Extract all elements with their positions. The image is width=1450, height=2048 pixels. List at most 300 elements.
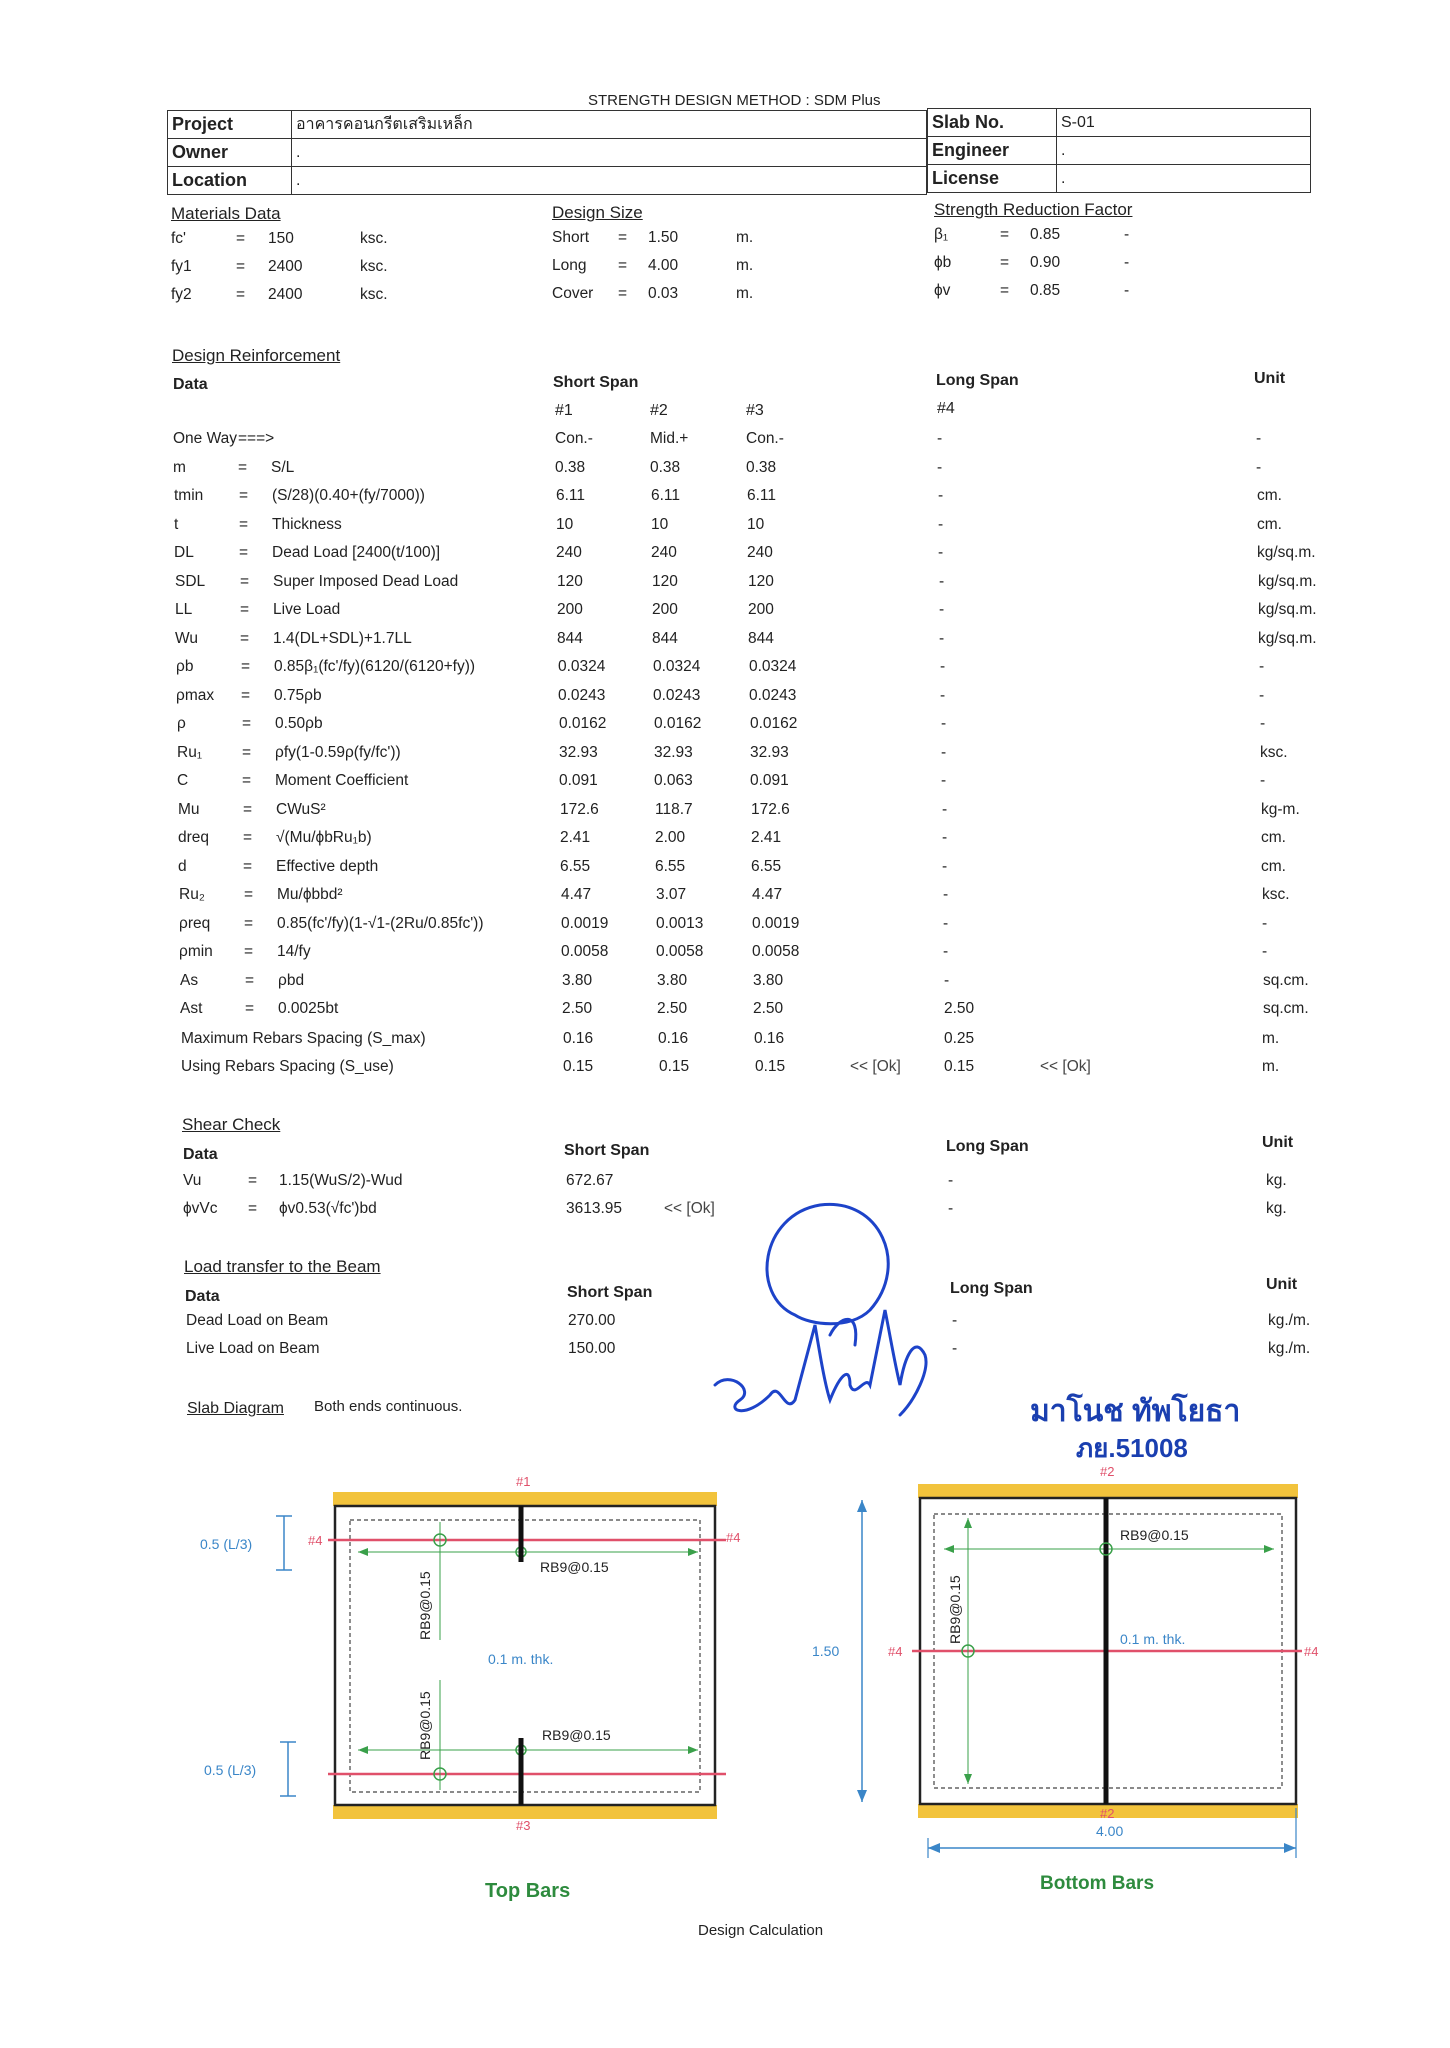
load-data-label: Data bbox=[185, 1288, 220, 1305]
suse-c2: 0.15 bbox=[659, 1058, 690, 1075]
reinf-unit: cm. bbox=[1261, 829, 1286, 846]
design-size-val: 4.00 bbox=[648, 257, 679, 274]
reinf-eq: = bbox=[244, 943, 254, 960]
reinf-c1: 6.11 bbox=[556, 487, 586, 504]
reinf-c4: - bbox=[938, 515, 944, 533]
reinf-desc: 0.85β₁(fc'/fy)(6120/(6120+fy)) bbox=[274, 658, 476, 675]
reinf-eq: = bbox=[245, 971, 255, 989]
reinf-unit: - bbox=[1262, 914, 1268, 932]
reinf-sym: Mu bbox=[178, 800, 200, 818]
shear-data-label: Data bbox=[183, 1146, 218, 1163]
reinf-c2: 0.0058 bbox=[656, 943, 704, 960]
reinf-c1: 2.50 bbox=[562, 1000, 593, 1017]
materials-val: 2400 bbox=[268, 286, 303, 303]
design-size-unit: m. bbox=[736, 285, 754, 302]
slab-diagram-note: Both ends continuous. bbox=[314, 1398, 463, 1415]
reinf-sym: LL bbox=[175, 601, 193, 618]
reinf-c3: 6.11 bbox=[747, 487, 777, 504]
reinf-c2: 2.50 bbox=[657, 1000, 688, 1017]
load-unit: kg./m. bbox=[1268, 1340, 1311, 1357]
top-thk: 0.1 m. thk. bbox=[488, 1651, 554, 1667]
reinf-eq: = bbox=[240, 572, 250, 590]
bottom-bars-caption: Bottom Bars bbox=[1040, 1873, 1155, 1894]
suse-c1: 0.15 bbox=[563, 1058, 594, 1075]
reinf-unit: cm. bbox=[1257, 487, 1282, 504]
design-size-sym: Short bbox=[552, 229, 590, 246]
reinf-c2: 120 bbox=[652, 572, 678, 590]
reinf-row bbox=[0, 915, 1450, 943]
reinf-c1: 10 bbox=[556, 515, 574, 533]
reinf-row bbox=[0, 573, 1450, 601]
materials-row bbox=[0, 282, 1450, 314]
reinf-desc: Dead Load [2400(t/100)] bbox=[272, 544, 441, 561]
reinf-desc: 1.4(DL+SDL)+1.7LL bbox=[273, 629, 412, 647]
reinf-row bbox=[0, 630, 1450, 658]
reinf-desc: (S/28)(0.40+(fy/7000)) bbox=[272, 487, 425, 504]
design-size-eq: = bbox=[618, 285, 628, 302]
reinf-eq: = bbox=[242, 715, 252, 732]
reinf-unit: Unit bbox=[1254, 370, 1286, 387]
design-size-eq: = bbox=[618, 257, 628, 274]
reinf-c3: 10 bbox=[747, 515, 765, 533]
owner-value: . bbox=[292, 139, 927, 167]
reinf-sym: Ru₂ bbox=[179, 886, 205, 903]
top-dim-bottom: 0.5 (L/3) bbox=[204, 1762, 257, 1778]
reinf-c4: - bbox=[937, 458, 943, 476]
slab-no-label: Slab No. bbox=[928, 109, 1057, 137]
reinf-c3: 200 bbox=[748, 601, 774, 618]
reinf-eq: = bbox=[243, 857, 253, 875]
smax-c1: 0.16 bbox=[563, 1030, 594, 1047]
reinf-eq: = bbox=[238, 458, 248, 476]
materials-sym: fc' bbox=[171, 230, 187, 247]
bottom-mark-2-top: #2 bbox=[1100, 1464, 1115, 1479]
design-size-eq: = bbox=[618, 229, 628, 246]
reinf-sym: t bbox=[174, 515, 179, 533]
materials-unit: ksc. bbox=[360, 230, 388, 247]
reinf-c4: - bbox=[941, 715, 947, 732]
reinf-c3: 0.091 bbox=[750, 772, 789, 789]
load-unit: kg./m. bbox=[1268, 1312, 1311, 1329]
reinf-c4: - bbox=[943, 914, 949, 932]
reinf-sym: Ru₁ bbox=[177, 743, 203, 761]
reinf-unit: - bbox=[1262, 943, 1268, 960]
load-desc: Dead Load on Beam bbox=[186, 1312, 329, 1329]
reinf-c3: 240 bbox=[747, 544, 773, 561]
suse-c4: 0.15 bbox=[944, 1058, 975, 1075]
reinf-eq: = bbox=[243, 829, 253, 846]
doc-title: STRENGTH DESIGN METHOD : SDM Plus bbox=[588, 92, 881, 109]
top-mark-1: #1 bbox=[516, 1474, 531, 1489]
engineer-label: Engineer bbox=[928, 137, 1057, 165]
reinf-row bbox=[0, 459, 1450, 487]
top-dim-top: 0.5 (L/3) bbox=[200, 1536, 253, 1552]
reinf-row bbox=[0, 858, 1450, 886]
reinf-eq: = bbox=[240, 601, 250, 618]
smax-unit: m. bbox=[1262, 1030, 1280, 1047]
shear-sym: ϕvVc bbox=[183, 1200, 218, 1217]
materials-eq: = bbox=[236, 230, 246, 247]
reduction-eq: = bbox=[1000, 254, 1010, 271]
reinf-c2: 3.80 bbox=[657, 971, 688, 989]
reinf-c1: 120 bbox=[557, 572, 583, 590]
smax-c4: 0.25 bbox=[944, 1030, 975, 1047]
reinf-unit: cm. bbox=[1261, 857, 1286, 875]
reinf-unit: - bbox=[1259, 686, 1265, 704]
reinf-c1: 172.6 bbox=[560, 800, 599, 818]
reinf-unit: - bbox=[1260, 772, 1266, 789]
top-mark-3: #3 bbox=[516, 1818, 531, 1833]
suse-row bbox=[0, 1058, 1450, 1086]
reinf-c3: 172.6 bbox=[751, 800, 790, 818]
shear-short-span: Short Span bbox=[564, 1142, 650, 1159]
materials-eq: = bbox=[236, 286, 246, 303]
reinf-c1: 0.0243 bbox=[558, 686, 606, 704]
suse-c3: 0.15 bbox=[755, 1058, 786, 1075]
reinf-row bbox=[0, 715, 1450, 743]
reinf-c1: 0.0019 bbox=[561, 914, 609, 932]
reinf-c4: - bbox=[939, 572, 945, 590]
reinf-unit: kg/sq.m. bbox=[1258, 572, 1317, 590]
materials-row bbox=[0, 254, 1450, 286]
engineer-value: . bbox=[1057, 137, 1311, 165]
reinf-c2: Mid.+ bbox=[650, 430, 689, 447]
reinf-sym: SDL bbox=[175, 572, 206, 590]
reinf-c2: 6.11 bbox=[651, 487, 681, 504]
bottom-rb-h: RB9@0.15 bbox=[1120, 1527, 1189, 1543]
reinf-desc: Effective depth bbox=[276, 857, 379, 875]
load-long-span: Long Span bbox=[950, 1280, 1033, 1297]
reinf-row bbox=[0, 772, 1450, 800]
top-bars-caption: Top Bars bbox=[485, 1880, 571, 1902]
shear-long: - bbox=[948, 1172, 954, 1189]
reinf-sym: DL bbox=[174, 544, 194, 561]
reinf-c2: 0.063 bbox=[654, 772, 693, 789]
footer-text: Design Calculation bbox=[698, 1922, 824, 1939]
col-id-1: #1 bbox=[555, 402, 573, 419]
bottom-thk: 0.1 m. thk. bbox=[1120, 1631, 1186, 1647]
reinf-c1: 2.41 bbox=[560, 829, 591, 846]
bottom-mark-4-left: #4 bbox=[888, 1644, 903, 1659]
reinf-sym: ρb bbox=[176, 658, 194, 675]
reinf-eq: = bbox=[241, 686, 251, 704]
reinf-unit: kg/sq.m. bbox=[1258, 629, 1317, 647]
reinf-title: Design Reinforcement bbox=[172, 346, 341, 365]
reinf-row bbox=[0, 544, 1450, 572]
stamp-license: ภย.51008 bbox=[1076, 1433, 1188, 1463]
materials-val: 2400 bbox=[268, 258, 303, 275]
shear-unit: kg. bbox=[1266, 1172, 1287, 1189]
shear-long-span: Long Span bbox=[946, 1138, 1029, 1155]
reinf-c2: 6.55 bbox=[655, 857, 686, 875]
reinf-eq: ===> bbox=[238, 430, 275, 447]
reinf-c2: 0.0162 bbox=[654, 715, 702, 732]
reduction-eq: = bbox=[1000, 226, 1010, 243]
reinf-unit: - bbox=[1260, 715, 1266, 732]
shear-eq: = bbox=[248, 1200, 258, 1217]
materials-sym: fy1 bbox=[171, 258, 192, 275]
location-value: . bbox=[292, 167, 927, 195]
header-right-table bbox=[927, 108, 1311, 193]
reinf-sym: C bbox=[177, 772, 189, 789]
reinf-c2: 10 bbox=[651, 515, 669, 533]
license-value: . bbox=[1057, 165, 1311, 193]
reinf-c4: - bbox=[942, 829, 948, 846]
reinf-c4: - bbox=[937, 430, 943, 447]
design-size-unit: m. bbox=[736, 257, 754, 274]
reinf-c3: 4.47 bbox=[752, 886, 783, 903]
reinf-long-span: Long Span bbox=[936, 372, 1019, 389]
reinf-sym: One Way bbox=[173, 430, 238, 447]
shear-ok: << [Ok] bbox=[664, 1200, 715, 1217]
load-unit: Unit bbox=[1266, 1276, 1298, 1293]
location-label: Location bbox=[168, 167, 292, 195]
design-size-sym: Long bbox=[552, 257, 587, 274]
reinf-c4: - bbox=[943, 943, 949, 960]
bottom-mark-4-right: #4 bbox=[1304, 1644, 1319, 1659]
reinf-sym: Ast bbox=[180, 1000, 203, 1017]
top-mark-4-right: #4 bbox=[726, 1530, 741, 1545]
materials-title: Materials Data bbox=[171, 204, 281, 223]
license-label: License bbox=[928, 165, 1057, 193]
shear-desc: 1.15(WuS/2)-Wud bbox=[279, 1172, 403, 1189]
reinf-sym: dreq bbox=[178, 829, 210, 846]
reinf-desc: 0.85(fc'/fy)(1-√1-(2Ru/0.85fc')) bbox=[277, 914, 484, 932]
reinf-c2: 0.0324 bbox=[653, 658, 701, 675]
reinf-c2: 0.0013 bbox=[656, 914, 704, 932]
materials-eq: = bbox=[236, 258, 246, 275]
reinf-c4: - bbox=[939, 629, 945, 647]
reinf-c2: 0.38 bbox=[650, 458, 681, 476]
reinf-c1: 0.0324 bbox=[558, 658, 606, 675]
design-size-title: Design Size bbox=[552, 203, 643, 222]
reinf-eq: = bbox=[239, 544, 249, 561]
bottom-dim-short: 1.50 bbox=[812, 1643, 840, 1659]
reinf-unit: - bbox=[1259, 658, 1265, 675]
reinf-eq: = bbox=[241, 658, 251, 675]
project-label: Project bbox=[168, 111, 292, 139]
reinf-unit: - bbox=[1256, 430, 1262, 447]
load-long: - bbox=[952, 1312, 958, 1329]
reinf-eq: = bbox=[239, 515, 249, 533]
reinf-short-span: Short Span bbox=[553, 374, 639, 391]
reinf-desc: Super Imposed Dead Load bbox=[273, 572, 459, 590]
shear-unit: kg. bbox=[1266, 1200, 1287, 1217]
reinf-row bbox=[0, 829, 1450, 857]
slab-no-value: S-01 bbox=[1057, 109, 1311, 137]
reinf-c3: 844 bbox=[748, 629, 774, 647]
reinf-c2: 844 bbox=[652, 629, 678, 647]
reinf-unit: kg/sq.m. bbox=[1258, 601, 1317, 618]
reduction-sym: β₁ bbox=[934, 226, 949, 243]
design-size-sym: Cover bbox=[552, 285, 594, 302]
reinf-desc: S/L bbox=[271, 458, 295, 476]
shear-title: Shear Check bbox=[182, 1115, 281, 1134]
reinf-eq: = bbox=[239, 487, 249, 504]
reinf-c3: 0.0243 bbox=[749, 686, 797, 704]
reinf-c3: 2.41 bbox=[751, 829, 782, 846]
reinf-c2: 3.07 bbox=[656, 886, 687, 903]
reinf-c1: 32.93 bbox=[559, 743, 598, 761]
reinf-c3: 2.50 bbox=[753, 1000, 784, 1017]
reinf-row bbox=[0, 886, 1450, 914]
reinf-row bbox=[0, 972, 1450, 1000]
signature-image bbox=[700, 1185, 960, 1435]
reduction-val: 0.90 bbox=[1030, 254, 1061, 271]
col-id-3: #3 bbox=[746, 402, 764, 419]
smax-label: Maximum Rebars Spacing (S_max) bbox=[181, 1030, 426, 1047]
design-size-val: 0.03 bbox=[648, 285, 679, 302]
top-rb-v2: RB9@0.15 bbox=[417, 1691, 433, 1760]
reinf-c1: 0.091 bbox=[559, 772, 598, 789]
reinf-c4: - bbox=[940, 658, 946, 675]
suse-ok-1: << [Ok] bbox=[850, 1058, 901, 1075]
reduction-unit: - bbox=[1124, 254, 1130, 271]
reinf-c4: - bbox=[938, 487, 944, 504]
shear-long: - bbox=[948, 1200, 954, 1217]
smax-c2: 0.16 bbox=[658, 1030, 689, 1047]
shear-sym: Vu bbox=[183, 1172, 202, 1189]
reduction-val: 0.85 bbox=[1030, 226, 1061, 243]
reinf-eq: = bbox=[243, 800, 253, 818]
reinf-sym: m bbox=[173, 458, 186, 476]
load-short: 270.00 bbox=[568, 1312, 616, 1329]
materials-row bbox=[0, 226, 1450, 258]
reinf-c1: 0.0058 bbox=[561, 943, 609, 960]
bottom-dim-long: 4.00 bbox=[1096, 1823, 1124, 1839]
reduction-val: 0.85 bbox=[1030, 282, 1061, 299]
reinf-desc: Mu/ϕbbd² bbox=[277, 886, 343, 903]
reinf-desc: √(Mu/ϕbRu₁b) bbox=[276, 829, 372, 846]
reinf-desc: 0.0025bt bbox=[278, 1000, 339, 1017]
reinf-c1: 0.0162 bbox=[559, 715, 607, 732]
reinf-c4: - bbox=[938, 544, 944, 561]
reinf-desc: Moment Coefficient bbox=[275, 772, 409, 789]
reinf-c2: 118.7 bbox=[655, 800, 693, 818]
materials-sym: fy2 bbox=[171, 286, 192, 303]
smax-c3: 0.16 bbox=[754, 1030, 785, 1047]
reinf-desc: ρfy(1-0.59ρ(fy/fc')) bbox=[275, 743, 401, 761]
bottom-rb-v: RB9@0.15 bbox=[947, 1575, 963, 1644]
reinf-c2: 32.93 bbox=[654, 743, 693, 761]
reinf-sym: As bbox=[180, 971, 199, 989]
owner-label: Owner bbox=[168, 139, 292, 167]
reinf-row bbox=[0, 516, 1450, 544]
reinf-sym: ρ bbox=[177, 715, 186, 732]
stamp-name: มาโนช ทัพโยธา bbox=[1030, 1395, 1241, 1428]
col-id-4: #4 bbox=[937, 400, 955, 417]
reinf-c2: 2.00 bbox=[655, 829, 686, 846]
reinf-c2: 200 bbox=[652, 601, 678, 618]
reinf-eq: = bbox=[240, 629, 250, 647]
reinf-eq: = bbox=[244, 914, 254, 932]
reinf-row bbox=[0, 943, 1450, 971]
reinf-unit: kg-m. bbox=[1261, 800, 1300, 818]
bottom-mark-2-bottom: #2 bbox=[1100, 1806, 1115, 1821]
reinf-unit: sq.cm. bbox=[1263, 971, 1309, 989]
reinf-c3: 32.93 bbox=[750, 743, 789, 761]
load-long: - bbox=[952, 1340, 958, 1357]
reinf-row bbox=[0, 801, 1450, 829]
load-desc: Live Load on Beam bbox=[186, 1340, 320, 1357]
reinf-c3: 0.0058 bbox=[752, 943, 800, 960]
reinf-row bbox=[0, 487, 1450, 515]
materials-val: 150 bbox=[268, 230, 294, 247]
reinf-c3: 0.38 bbox=[746, 458, 777, 476]
col-id-2: #2 bbox=[650, 402, 668, 419]
reinf-c4: - bbox=[942, 857, 948, 875]
reinf-c1: 240 bbox=[556, 544, 582, 561]
reinf-row bbox=[0, 658, 1450, 686]
reduction-title: Strength Reduction Factor bbox=[934, 200, 1133, 219]
reinf-row bbox=[0, 744, 1450, 772]
shear-short: 672.67 bbox=[566, 1172, 614, 1189]
reduction-unit: - bbox=[1124, 226, 1130, 243]
materials-unit: ksc. bbox=[360, 258, 388, 275]
slab-diagram-title: Slab Diagram bbox=[187, 1400, 284, 1417]
reinf-c4: - bbox=[941, 743, 947, 761]
shear-eq: = bbox=[248, 1172, 258, 1189]
reduction-sym: ϕv bbox=[934, 282, 951, 299]
shear-short: 3613.95 bbox=[566, 1200, 623, 1217]
reinf-unit: kg/sq.m. bbox=[1257, 544, 1316, 561]
top-bars-diagram bbox=[180, 1460, 741, 1833]
reinf-c3: 0.0162 bbox=[750, 715, 798, 732]
reinf-row bbox=[0, 430, 1450, 458]
reinf-eq: = bbox=[245, 1000, 255, 1017]
reinf-c4: - bbox=[942, 800, 948, 818]
suse-unit: m. bbox=[1262, 1058, 1280, 1075]
reinf-c3: 0.0019 bbox=[752, 914, 800, 932]
reinf-desc: CWuS² bbox=[276, 800, 326, 818]
reinf-c4: - bbox=[944, 971, 950, 989]
top-rb-bottom: RB9@0.15 bbox=[542, 1727, 611, 1743]
reinf-c1: 4.47 bbox=[561, 886, 592, 903]
reinf-eq: = bbox=[244, 886, 254, 903]
top-rb-top: RB9@0.15 bbox=[540, 1559, 609, 1575]
design-size-unit: m. bbox=[736, 229, 754, 246]
reinf-unit: cm. bbox=[1257, 515, 1282, 533]
reinf-row bbox=[0, 601, 1450, 629]
reinf-desc: 0.50ρb bbox=[275, 715, 323, 732]
reinf-c1: 6.55 bbox=[560, 857, 591, 875]
reinf-c4: - bbox=[943, 886, 949, 903]
reinf-c4: 2.50 bbox=[944, 1000, 975, 1017]
reinf-desc: Live Load bbox=[273, 601, 341, 618]
reinf-c3: 6.55 bbox=[751, 857, 782, 875]
reinf-c3: 120 bbox=[748, 572, 774, 590]
project-value: อาคารคอนกรีตเสริมเหล็ก bbox=[292, 111, 927, 139]
reinf-eq: = bbox=[242, 772, 252, 789]
load-title: Load transfer to the Beam bbox=[184, 1257, 381, 1276]
reinf-unit: - bbox=[1256, 458, 1262, 476]
reinf-c2: 240 bbox=[651, 544, 677, 561]
reinf-desc: ρbd bbox=[278, 971, 305, 989]
reinf-c4: - bbox=[939, 601, 945, 618]
smax-row bbox=[0, 1030, 1450, 1058]
reduction-unit: - bbox=[1124, 282, 1130, 299]
reduction-sym: ϕb bbox=[934, 254, 952, 271]
reinf-c3: 3.80 bbox=[753, 971, 784, 989]
materials-unit: ksc. bbox=[360, 286, 388, 303]
reinf-c1: 0.38 bbox=[555, 458, 586, 476]
reinf-desc: 0.75ρb bbox=[274, 686, 322, 704]
load-short: 150.00 bbox=[568, 1340, 616, 1357]
reinf-c2: 0.0243 bbox=[653, 686, 701, 704]
reduction-eq: = bbox=[1000, 282, 1010, 299]
reinf-unit: ksc. bbox=[1262, 886, 1290, 903]
reinf-sym: d bbox=[178, 857, 187, 875]
